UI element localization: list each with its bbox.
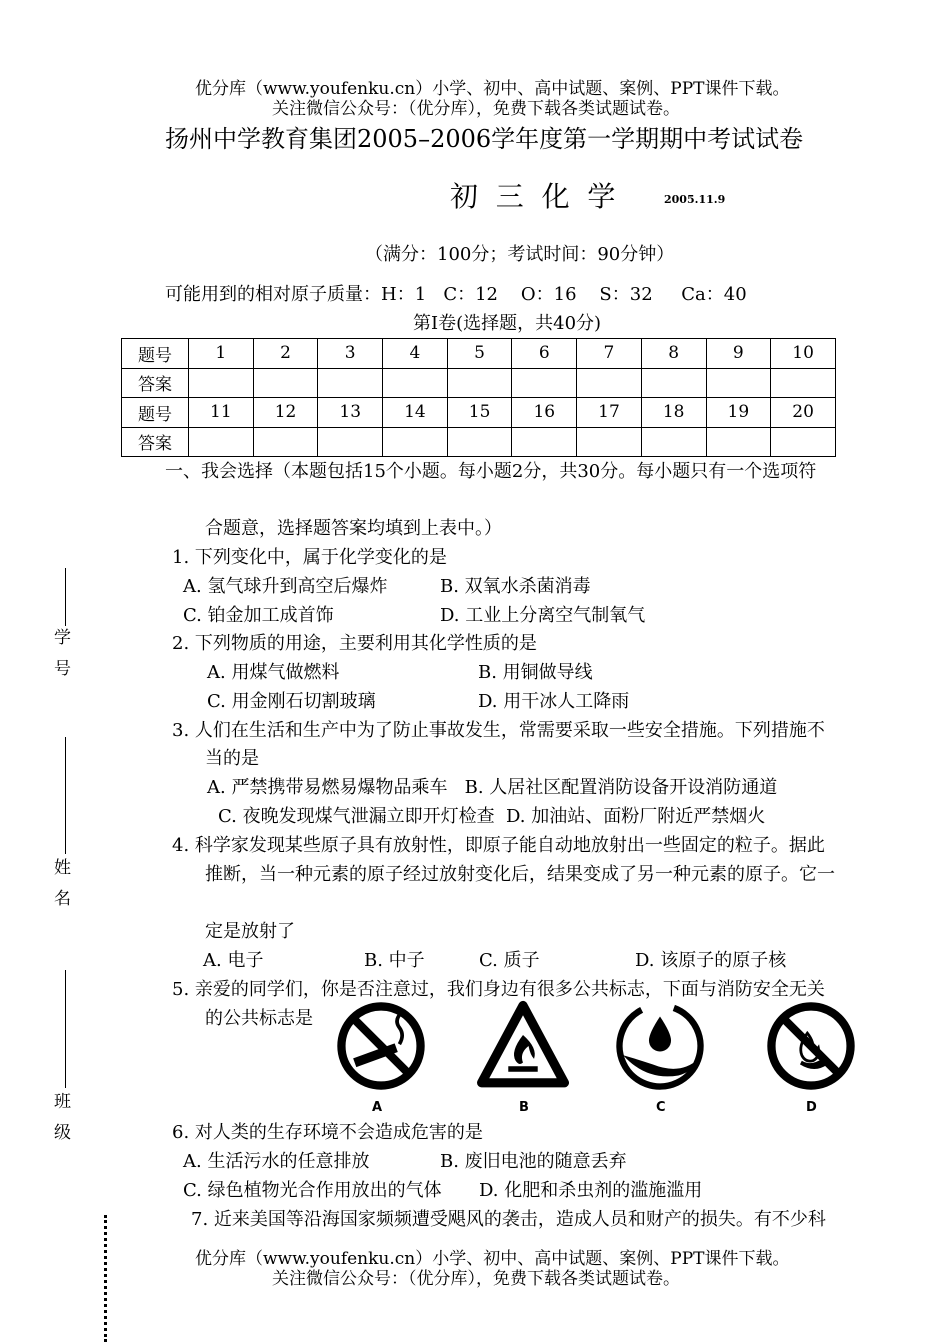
q2-option-b: B. 用铜做导线 xyxy=(478,662,593,683)
q1-option-c: C. 铂金加工成首饰 xyxy=(183,605,334,626)
no-smoking-sign-icon xyxy=(335,1000,427,1092)
answer-cell[interactable] xyxy=(447,368,512,398)
volume-title: 第I卷(选择题，共40分) xyxy=(413,313,602,334)
table-row xyxy=(122,427,836,457)
table-cell: 7 xyxy=(577,339,642,369)
table-cell: 14 xyxy=(383,398,448,428)
table-cell: 3 xyxy=(318,339,383,369)
q7-stem: 7. 近来美国等沿海国家频频遭受飓风的袭击，造成人员和财产的损失。有不少科 xyxy=(191,1209,826,1230)
table-cell: 9 xyxy=(706,339,771,369)
table-cell: 11 xyxy=(189,398,254,428)
atomic-masses: 可能用到的相对原子质量：H：1 C：12 O：16 S：32 Ca：40 xyxy=(165,284,747,305)
subject-title: 初 三 化 学 xyxy=(450,180,616,213)
table-cell: 13 xyxy=(318,398,383,428)
table-cell: 1 xyxy=(189,339,254,369)
table-cell: 8 xyxy=(641,339,706,369)
water-saving-sign-icon xyxy=(614,1000,706,1092)
answer-cell[interactable] xyxy=(253,427,318,457)
table-cell: 6 xyxy=(512,339,577,369)
binding-dotted-line xyxy=(104,1215,107,1342)
table-cell: 20 xyxy=(771,398,836,428)
answer-cell[interactable] xyxy=(447,427,512,457)
table-cell: 2 xyxy=(253,339,318,369)
q5-stem-1: 5. 亲爱的同学们，你是否注意过，我们身边有很多公共标志，下面与消防安全无关 xyxy=(172,979,825,1000)
side-label-class: 班级 xyxy=(50,1092,70,1154)
table-cell: 12 xyxy=(253,398,318,428)
answer-cell[interactable] xyxy=(318,427,383,457)
answer-table xyxy=(121,338,836,457)
answer-cell[interactable] xyxy=(641,427,706,457)
q6-stem: 6. 对人类的生存环境不会造成危害的是 xyxy=(172,1122,483,1143)
table-cell: 10 xyxy=(771,339,836,369)
class-blank-line xyxy=(65,970,66,1088)
table-row xyxy=(122,339,836,369)
footer-line-2: 关注微信公众号：（优分库），免费下载各类试题试卷。 xyxy=(272,1269,680,1289)
q1-stem: 1. 下列变化中，属于化学变化的是 xyxy=(172,547,447,568)
answer-cell[interactable] xyxy=(512,368,577,398)
no-open-flame-sign-icon xyxy=(765,1000,857,1092)
sign-label-c: C xyxy=(656,1100,666,1115)
answer-cell[interactable] xyxy=(189,427,254,457)
table-row xyxy=(122,398,836,428)
answer-cell[interactable] xyxy=(577,427,642,457)
answer-cell[interactable] xyxy=(706,368,771,398)
q1-option-a: A. 氢气球升到高空后爆炸 xyxy=(183,576,388,597)
exam-title: 扬州中学教育集团2005–2006学年度第一学期期中考试试卷 xyxy=(165,125,804,153)
table-cell: 17 xyxy=(577,398,642,428)
q5-stem-2: 的公共标志是 xyxy=(205,1008,313,1029)
q3-options-ab: A. 严禁携带易燃易爆物品乘车 B. 人居社区配置消防设备开设消防通道 xyxy=(207,777,778,798)
q6-option-c: C. 绿色植物光合作用放出的气体 xyxy=(183,1180,442,1201)
table-cell: 5 xyxy=(447,339,512,369)
table-label: 答案 xyxy=(122,368,189,398)
q2-stem: 2. 下列物质的用途，主要利用其化学性质的是 xyxy=(172,633,537,654)
name-blank-line xyxy=(65,737,66,854)
sign-label-b: B xyxy=(519,1100,529,1115)
q4-option-b: B. 中子 xyxy=(364,950,425,971)
header-line-2: 关注微信公众号：（优分库），免费下载各类试题试卷。 xyxy=(272,99,680,119)
id-blank-line xyxy=(65,568,66,626)
q2-option-c: C. 用金刚石切割玻璃 xyxy=(207,691,376,712)
exam-date: 2005.11.9 xyxy=(664,193,726,206)
answer-cell[interactable] xyxy=(383,427,448,457)
q2-option-d: D. 用干冰人工降雨 xyxy=(478,691,630,712)
q4-option-c: C. 质子 xyxy=(479,950,540,971)
answer-cell[interactable] xyxy=(318,368,383,398)
table-cell: 4 xyxy=(383,339,448,369)
q4-option-a: A. 电子 xyxy=(203,950,264,971)
answer-cell[interactable] xyxy=(706,427,771,457)
table-row xyxy=(122,368,836,398)
section-instruction-1: 一、我会选择（本题包括15个小题。每小题2分，共30分。每小题只有一个选项符 xyxy=(165,461,817,482)
answer-cell[interactable] xyxy=(771,368,836,398)
table-label: 题号 xyxy=(122,339,189,369)
score-info: （满分：100分；考试时间：90分钟） xyxy=(365,244,675,265)
table-cell: 16 xyxy=(512,398,577,428)
table-cell: 18 xyxy=(641,398,706,428)
flammable-warning-sign-icon xyxy=(477,1000,569,1092)
q1-option-d: D. 工业上分离空气制氧气 xyxy=(440,605,646,626)
q4-stem-3: 定是放射了 xyxy=(205,921,295,942)
q4-option-d: D. 该原子的原子核 xyxy=(635,950,787,971)
sign-label-a: A xyxy=(372,1100,383,1115)
table-label: 题号 xyxy=(122,398,189,428)
sign-label-d: D xyxy=(806,1100,817,1115)
answer-cell[interactable] xyxy=(577,368,642,398)
answer-cell[interactable] xyxy=(189,368,254,398)
answer-cell[interactable] xyxy=(253,368,318,398)
header-line-1: 优分库（www.youfenku.cn）小学、初中、高中试题、案例、PPT课件下载。 xyxy=(195,79,790,99)
q3-options-cd: C. 夜晚发现煤气泄漏立即开灯检查 D. 加油站、面粉厂附近严禁烟火 xyxy=(218,806,766,827)
q6-option-b: B. 废旧电池的随意丢弃 xyxy=(440,1151,627,1172)
side-label-name: 姓名 xyxy=(50,858,70,920)
side-label-id: 学号 xyxy=(50,628,70,690)
section-instruction-2: 合题意，选择题答案均填到上表中。） xyxy=(205,518,502,539)
q2-option-a: A. 用煤气做燃料 xyxy=(207,662,340,683)
q3-stem-1: 3. 人们在生活和生产中为了防止事故发生，常需要采取一些安全措施。下列措施不 xyxy=(172,720,825,741)
q3-stem-2: 当的是 xyxy=(205,748,259,769)
q6-option-a: A. 生活污水的任意排放 xyxy=(183,1151,370,1172)
answer-cell[interactable] xyxy=(512,427,577,457)
table-cell: 15 xyxy=(447,398,512,428)
answer-cell[interactable] xyxy=(771,427,836,457)
q4-stem-2: 推断，当一种元素的原子经过放射变化后，结果变成了另一种元素的原子。它一 xyxy=(205,864,835,885)
q4-stem-1: 4. 科学家发现某些原子具有放射性，即原子能自动地放射出一些固定的粒子。据此 xyxy=(172,835,825,856)
table-label: 答案 xyxy=(122,427,189,457)
q1-option-b: B. 双氧水杀菌消毒 xyxy=(440,576,591,597)
table-cell: 19 xyxy=(706,398,771,428)
answer-cell[interactable] xyxy=(383,368,448,398)
footer-line-1: 优分库（www.youfenku.cn）小学、初中、高中试题、案例、PPT课件下载。 xyxy=(195,1249,790,1269)
answer-cell[interactable] xyxy=(641,368,706,398)
q6-option-d: D. 化肥和杀虫剂的滥施滥用 xyxy=(479,1180,703,1201)
